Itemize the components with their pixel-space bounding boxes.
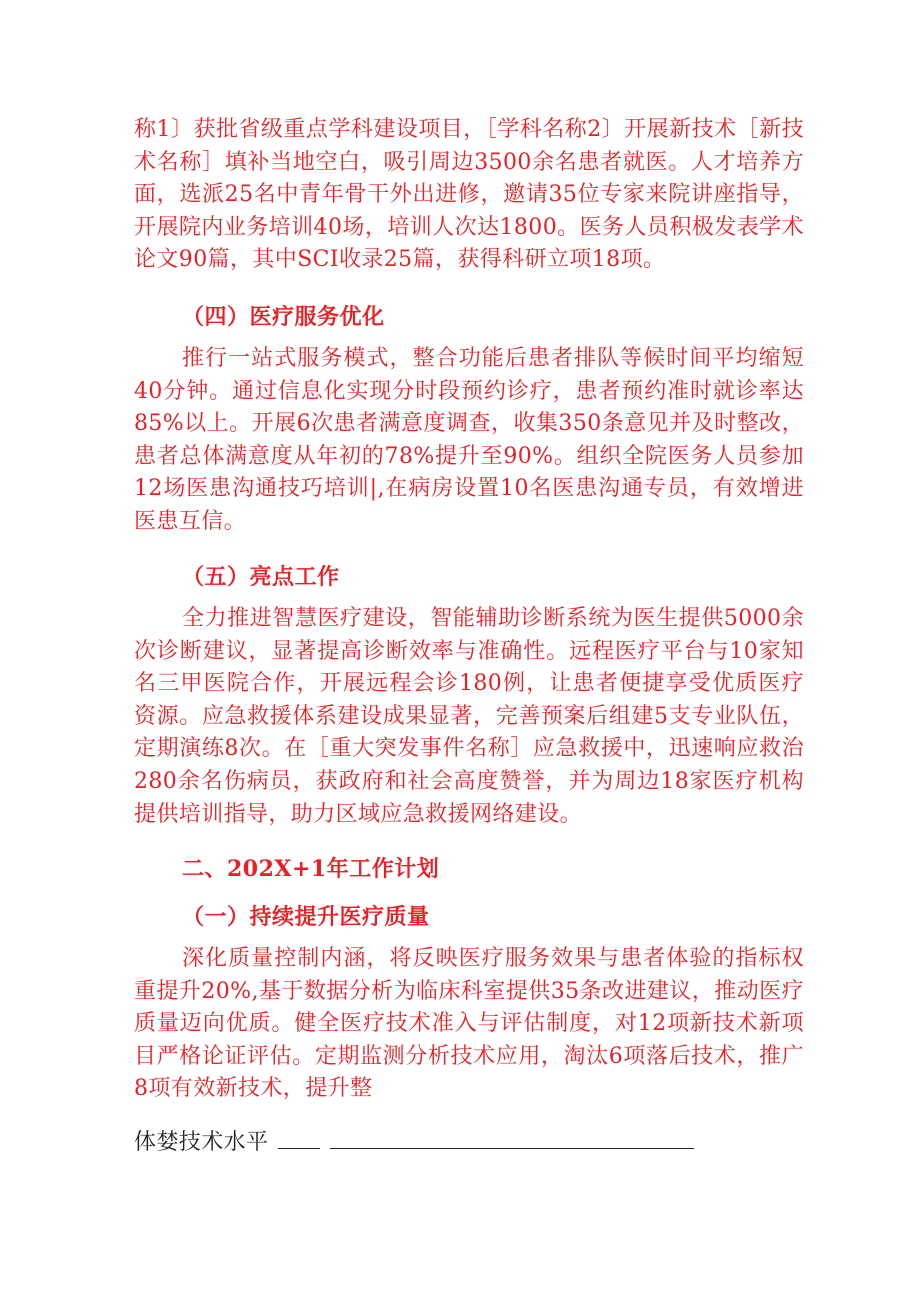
paragraph-service-optimization: [134, 343, 804, 539]
paragraph-talent-and-research: [134, 114, 804, 277]
paragraph-quality-control: [134, 943, 804, 1106]
fill-in-blank-long: [330, 1126, 694, 1149]
fill-in-blank-short: [278, 1126, 320, 1149]
paragraph-highlight-work: [134, 603, 804, 831]
paragraph-text: 称1〕获批省级重点学科建设项目，［学科名称2〕开展新技术［新技术名称］填补当地空白，吸引周边3500余名患者就医。人才培养方面，选派25名中青年骨干外出进修，邀请35位专家来院讲座指导，开展院内业务培训40场，培训人次达1800。医务人员积极发表学术论文90篇，其中SCI收录25篇，获得科研立项18项。: [134, 117, 804, 273]
paragraph-text: 推行一站式服务模式，整合功能后患者排队等候时间平均缩短40分钟。通过信息化实现分时段预约诊疗，患者预约准时就诊率达85%以上。开展6次患者满意度调查，收集350条意见并及时整改，患者总体满意度从年初的78%提升至90%。组织全院医务人员参加12场医患沟通技巧培训|,在病房设置10名医患沟通专员，有效增进医患互信。: [134, 346, 804, 534]
heading-medical-service-optimization: （四）医疗服务优化: [182, 304, 385, 330]
paragraph-text: 深化质量控制内涵，将反映医疗服务效果与患者体验的指标权重提升20%,基于数据分析为临床科室提供35条改进建议，推动医疗质量迈向优质。健全医疗技术准入与评估制度，对12项新技术新项目严格论证评估。定期监测分析技术应用，淘汰6项落后技术，推广8项有效新技术，提升整: [134, 946, 804, 1102]
paragraph-text: 全力推进智慧医疗建设，智能辅助诊断系统为医生提供5000余次诊断建议，显著提高诊断效率与准确性。远程医疗平台与10家知名三甲医院合作，开展远程会诊180例，让患者便捷享受优质医疗资源。应急救援体系建设成果显著，完善预案后组建5支专业队伍，定期演练8次。在［重大突发事件名称］应急救援中，迅速响应救治280余名伤病员，获政府和社会高度赞誉，并为周边18家医疗机构提供培训指导，助力区域应急救援网络建设。: [134, 606, 804, 827]
heading-section-two-work-plan: 二、202X+1年工作计划: [182, 856, 440, 882]
tail-text: 体婪技术水平: [134, 1130, 269, 1155]
heading-highlight-work: （五）亮点工作: [182, 564, 340, 590]
tail-line: [134, 1126, 694, 1158]
heading-improve-medical-quality: （一）持续提升医疗质量: [182, 904, 430, 930]
